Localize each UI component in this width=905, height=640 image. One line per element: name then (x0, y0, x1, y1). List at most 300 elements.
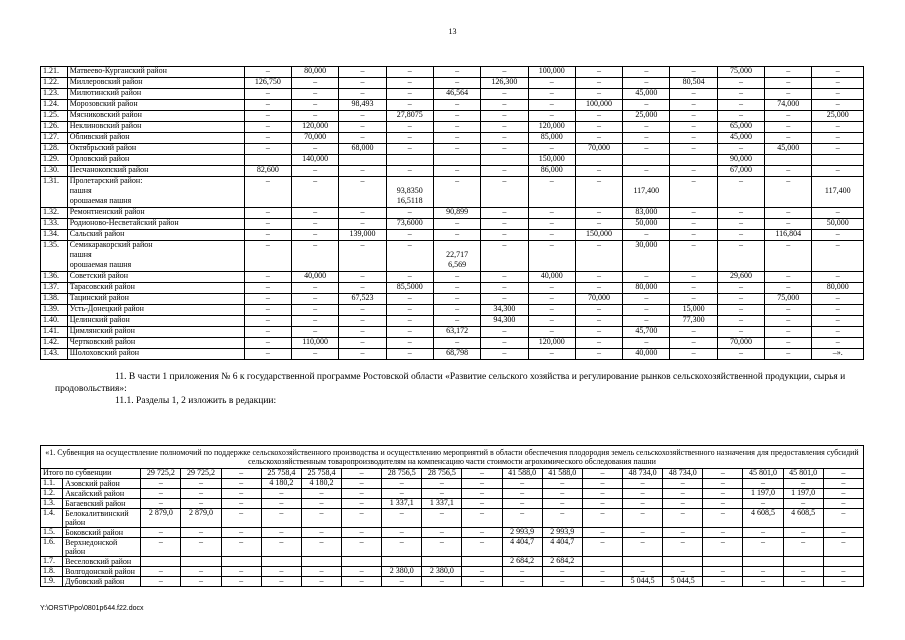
value-cell: – (181, 479, 221, 489)
value-cell (244, 166, 291, 177)
value-line: – (691, 240, 696, 249)
value-cell: – (542, 567, 582, 577)
value-line: – (738, 99, 743, 108)
value-line: – (549, 88, 554, 97)
value-cell (339, 67, 386, 78)
value-line: 82,600 (256, 165, 279, 174)
value-cell: – (261, 509, 301, 528)
value-cell: 2 993,9 (502, 528, 542, 538)
value-cell (481, 338, 528, 349)
value-cell (717, 144, 764, 155)
value-line: – (549, 176, 554, 185)
value-line: – (407, 121, 412, 130)
value-line: – (597, 304, 602, 313)
value-cell (386, 122, 433, 133)
row-number: 1.3. (41, 499, 63, 509)
district-name-line: Обливский район (69, 132, 130, 141)
value-cell (717, 241, 764, 272)
value-cell (623, 241, 670, 272)
value-cell (244, 67, 291, 78)
value-cell: – (181, 567, 221, 577)
value-cell (670, 166, 717, 177)
value-line: 85,5000 (396, 282, 423, 291)
district-name (67, 155, 244, 166)
value-cell (765, 144, 812, 155)
value-cell (221, 557, 261, 567)
value-line: – (644, 293, 649, 302)
total-value: 45 801,0 (783, 469, 823, 479)
value-cell (528, 327, 575, 338)
total-value: 28 756,5 (382, 469, 422, 479)
value-line: – (455, 176, 460, 185)
district-name-line: пашня (69, 250, 92, 259)
value-cell (623, 78, 670, 89)
value-cell (717, 294, 764, 305)
value-cell (342, 557, 382, 567)
value-line: – (549, 293, 554, 302)
value-cell (244, 316, 291, 327)
value-line: – (738, 77, 743, 86)
value-cell (528, 155, 575, 166)
value-line: – (835, 66, 840, 75)
value-cell (670, 177, 717, 208)
value-cell (623, 294, 670, 305)
value-cell (812, 144, 864, 155)
district-name-line: Родионово-Несветайский район (69, 218, 179, 227)
value-cell: – (663, 538, 703, 557)
value-cell (765, 208, 812, 219)
value-line: – (502, 121, 507, 130)
value-line: 65,000 (729, 121, 752, 130)
value-line: – (455, 77, 460, 86)
value-cell (623, 305, 670, 316)
value-line: – (738, 143, 743, 152)
value-cell (575, 338, 622, 349)
district-name-line: Орловский район (69, 154, 130, 163)
row-number: 1.28. (41, 144, 68, 155)
value-cell (382, 557, 422, 567)
value-cell (528, 305, 575, 316)
value-cell: – (181, 538, 221, 557)
value-cell (291, 100, 338, 111)
value-cell (765, 294, 812, 305)
row-number: 1.25. (41, 111, 68, 122)
value-cell: – (663, 479, 703, 489)
value-cell (244, 241, 291, 272)
value-line: 116,804 (775, 229, 802, 238)
value-cell: – (221, 479, 261, 489)
value-cell: – (181, 489, 221, 499)
value-cell (717, 219, 764, 230)
value-cell (244, 111, 291, 122)
value-line: – (502, 165, 507, 174)
value-cell (717, 100, 764, 111)
value-cell: – (823, 577, 863, 587)
value-cell (575, 67, 622, 78)
value-line: – (265, 218, 270, 227)
value-cell (528, 78, 575, 89)
value-cell (703, 557, 743, 567)
value-cell (575, 241, 622, 272)
value-cell: – (141, 538, 181, 557)
value-cell: – (221, 509, 261, 528)
value-cell: – (261, 528, 301, 538)
value-cell: – (502, 479, 542, 489)
value-cell: – (663, 499, 703, 509)
row-number: 1.24. (41, 100, 68, 111)
value-line: – (502, 218, 507, 227)
table-row (41, 230, 864, 241)
value-cell (623, 177, 670, 208)
value-cell: – (623, 528, 663, 538)
value-cell: – (382, 509, 422, 528)
value-line: 68,798 (446, 348, 469, 357)
value-line: 22,717 (446, 250, 469, 259)
table-row (41, 155, 864, 166)
value-cell: – (221, 577, 261, 587)
value-cell (291, 78, 338, 89)
value-cell (291, 67, 338, 78)
table-row (41, 538, 864, 557)
value-line: – (455, 110, 460, 119)
value-cell (717, 67, 764, 78)
value-cell (386, 133, 433, 144)
value-line: – (549, 99, 554, 108)
value-cell (386, 349, 433, 360)
value-line: – (265, 88, 270, 97)
value-cell: – (743, 499, 783, 509)
value-cell (623, 166, 670, 177)
table-row (41, 316, 864, 327)
value-line: 40,000 (304, 271, 327, 280)
total-value: 45 801,0 (743, 469, 783, 479)
value-cell (291, 111, 338, 122)
value-line: 67,523 (351, 293, 374, 302)
value-line: – (738, 282, 743, 291)
value-cell (528, 144, 575, 155)
district-name-line: орошаемая пашня (69, 196, 132, 205)
paragraph-11-1: 11.1. Разделы 1, 2 изложить в редакции: (115, 396, 277, 406)
value-cell (812, 230, 864, 241)
value-cell (291, 89, 338, 100)
value-cell (528, 122, 575, 133)
value-cell: – (582, 489, 622, 499)
value-cell (291, 166, 338, 177)
value-line: – (738, 315, 743, 324)
value-line: – (835, 326, 840, 335)
value-cell: – (783, 538, 823, 557)
value-cell (717, 166, 764, 177)
value-cell (433, 133, 480, 144)
value-cell: – (141, 499, 181, 509)
value-line: – (597, 337, 602, 346)
district-name (67, 144, 244, 155)
value-line: 30,000 (635, 240, 658, 249)
value-line: – (835, 229, 840, 238)
total-value: – (582, 469, 622, 479)
value-cell (670, 111, 717, 122)
value-line: 83,000 (635, 207, 658, 216)
value-cell (623, 89, 670, 100)
value-cell (244, 177, 291, 208)
value-line: – (265, 110, 270, 119)
value-cell (528, 283, 575, 294)
value-line: – (691, 121, 696, 130)
value-line: – (407, 165, 412, 174)
value-cell (670, 272, 717, 283)
value-cell (575, 133, 622, 144)
value-line: 63,172 (446, 326, 469, 335)
value-cell (433, 208, 480, 219)
value-line: – (644, 99, 649, 108)
value-line: – (407, 143, 412, 152)
value-cell (291, 294, 338, 305)
value-line: – (644, 315, 649, 324)
value-cell (528, 89, 575, 100)
value-line: – (502, 207, 507, 216)
value-cell: 2 380,0 (422, 567, 462, 577)
value-cell (670, 316, 717, 327)
value-cell (481, 305, 528, 316)
value-cell (812, 338, 864, 349)
table-row (41, 166, 864, 177)
district-name: Багаевский район (63, 499, 141, 509)
value-line: – (502, 240, 507, 249)
value-cell: 4 608,5 (743, 509, 783, 528)
value-cell: – (462, 528, 502, 538)
value-cell (623, 272, 670, 283)
value-line: – (597, 121, 602, 130)
value-cell (670, 349, 717, 360)
value-cell (386, 166, 433, 177)
value-line: – (549, 229, 554, 238)
district-name-line: Мясниковский район (69, 110, 142, 119)
total-row (41, 469, 864, 479)
value-cell (386, 155, 433, 166)
value-cell (433, 241, 480, 272)
value-line (247, 155, 289, 165)
value-cell (765, 219, 812, 230)
value-line: – (407, 240, 412, 249)
total-value: 29 725,2 (181, 469, 221, 479)
value-cell (433, 272, 480, 283)
district-name-line: пашня (69, 186, 92, 195)
value-cell (670, 338, 717, 349)
value-line: – (407, 271, 412, 280)
value-cell (528, 177, 575, 208)
value-cell: 4 180,2 (261, 479, 301, 489)
value-cell (339, 89, 386, 100)
value-cell (743, 557, 783, 567)
value-line: 110,000 (302, 337, 328, 346)
value-cell (812, 327, 864, 338)
value-cell (575, 111, 622, 122)
table-row (41, 499, 864, 509)
row-number: 1.6. (41, 538, 63, 557)
value-line: – (738, 207, 743, 216)
value-line: – (313, 229, 318, 238)
value-line: – (786, 110, 791, 119)
value-line (436, 155, 478, 165)
district-name-line: Цимлянский район (69, 326, 135, 335)
district-name (67, 208, 244, 219)
footer-file-path: Y:\ORST\Ppo\0801p644.f22.docx (40, 605, 144, 612)
value-cell (433, 122, 480, 133)
total-value: 48 734,0 (663, 469, 703, 479)
value-cell: – (462, 567, 502, 577)
value-line: 70,000 (588, 143, 611, 152)
value-cell: – (663, 528, 703, 538)
value-cell (812, 241, 864, 272)
value-line: – (835, 132, 840, 141)
value-cell (670, 122, 717, 133)
value-line: – (360, 240, 365, 249)
value-line: 45,000 (635, 88, 658, 97)
value-cell: – (301, 528, 341, 538)
value-cell: – (342, 528, 382, 538)
value-cell (812, 349, 864, 360)
value-line: – (313, 326, 318, 335)
value-line: – (455, 282, 460, 291)
value-cell (717, 177, 764, 208)
value-cell: – (462, 489, 502, 499)
value-cell (670, 67, 717, 78)
value-cell (291, 349, 338, 360)
value-cell (528, 349, 575, 360)
value-line: – (360, 165, 365, 174)
value-line: 100,000 (586, 99, 613, 108)
value-line: 46,564 (446, 88, 469, 97)
value-line (483, 155, 525, 165)
value-cell: – (382, 538, 422, 557)
value-cell (765, 133, 812, 144)
value-line: – (502, 132, 507, 141)
total-value: 25 758,4 (261, 469, 301, 479)
value-cell (765, 230, 812, 241)
value-line (389, 155, 431, 165)
total-value: 29 725,2 (141, 469, 181, 479)
value-cell (765, 111, 812, 122)
value-cell (812, 89, 864, 100)
value-line: – (502, 66, 507, 75)
value-line: – (455, 165, 460, 174)
value-cell (339, 122, 386, 133)
value-line: 34,300 (493, 304, 516, 313)
value-line: – (265, 326, 270, 335)
district-name (67, 230, 244, 241)
value-cell: – (663, 509, 703, 528)
value-cell: – (502, 489, 542, 499)
district-name-line: Матвеево-Курганский район (69, 66, 167, 75)
value-line: – (502, 282, 507, 291)
value-cell: – (261, 577, 301, 587)
value-cell (244, 144, 291, 155)
value-cell (812, 122, 864, 133)
row-number: 1.1. (41, 479, 63, 489)
value-cell (765, 349, 812, 360)
value-cell: – (502, 499, 542, 509)
value-cell (812, 177, 864, 208)
value-line: – (502, 348, 507, 357)
value-cell (339, 219, 386, 230)
value-cell (433, 316, 480, 327)
value-line: – (549, 315, 554, 324)
value-line: 80,000 (826, 282, 849, 291)
district-name (67, 111, 244, 122)
value-line: – (691, 271, 696, 280)
value-cell: – (301, 499, 341, 509)
value-line: – (502, 229, 507, 238)
value-cell: – (623, 567, 663, 577)
value-line: – (738, 240, 743, 249)
value-line: – (407, 348, 412, 357)
value-cell (244, 219, 291, 230)
value-line: – (407, 66, 412, 75)
value-cell (575, 327, 622, 338)
value-line: – (549, 110, 554, 119)
district-name-line: Шолоховский район (69, 348, 140, 357)
value-line: – (455, 315, 460, 324)
value-line: – (360, 218, 365, 227)
value-cell: – (382, 577, 422, 587)
paragraph-11: 11. В части 1 приложения № 6 к государственной программе Ростовской области «Развитие сельского хозяйства и регулирование рынков сельскохозяйственной продукции, сырья и продовольствия»: (55, 372, 846, 394)
value-cell: 4 180,2 (301, 479, 341, 489)
value-cell (261, 557, 301, 567)
district-name (67, 294, 244, 305)
value-cell: 2 684,2 (542, 557, 582, 567)
row-number: 1.7. (41, 557, 63, 567)
value-cell (481, 133, 528, 144)
district-name-line: Пролетарский район: (69, 176, 143, 185)
value-line: – (786, 121, 791, 130)
value-cell: – (141, 577, 181, 587)
value-line: 77,300 (682, 315, 705, 324)
value-cell (339, 144, 386, 155)
value-cell (575, 316, 622, 327)
value-line: 75,000 (729, 66, 752, 75)
value-cell (765, 305, 812, 316)
value-line: – (313, 348, 318, 357)
table-row (41, 557, 864, 567)
value-cell (812, 78, 864, 89)
value-line: – (691, 165, 696, 174)
value-cell (433, 349, 480, 360)
value-cell (812, 305, 864, 316)
value-line (672, 155, 714, 165)
value-line: – (738, 229, 743, 238)
value-line: – (313, 176, 318, 185)
value-line: – (455, 132, 460, 141)
value-line: – (691, 88, 696, 97)
value-line: 100,000 (538, 66, 565, 75)
value-cell: – (663, 567, 703, 577)
value-cell (291, 133, 338, 144)
district-name (67, 305, 244, 316)
district-name (67, 67, 244, 78)
value-cell: 1 197,0 (783, 489, 823, 499)
value-cell: – (342, 567, 382, 577)
value-line: – (360, 121, 365, 130)
value-cell (386, 338, 433, 349)
value-line: – (691, 132, 696, 141)
value-cell (386, 272, 433, 283)
value-line: – (597, 165, 602, 174)
total-value: 28 756,5 (422, 469, 462, 479)
value-line: 27,8075 (396, 110, 423, 119)
value-cell (244, 100, 291, 111)
value-cell (244, 208, 291, 219)
district-name: Аксайский район (63, 489, 141, 499)
